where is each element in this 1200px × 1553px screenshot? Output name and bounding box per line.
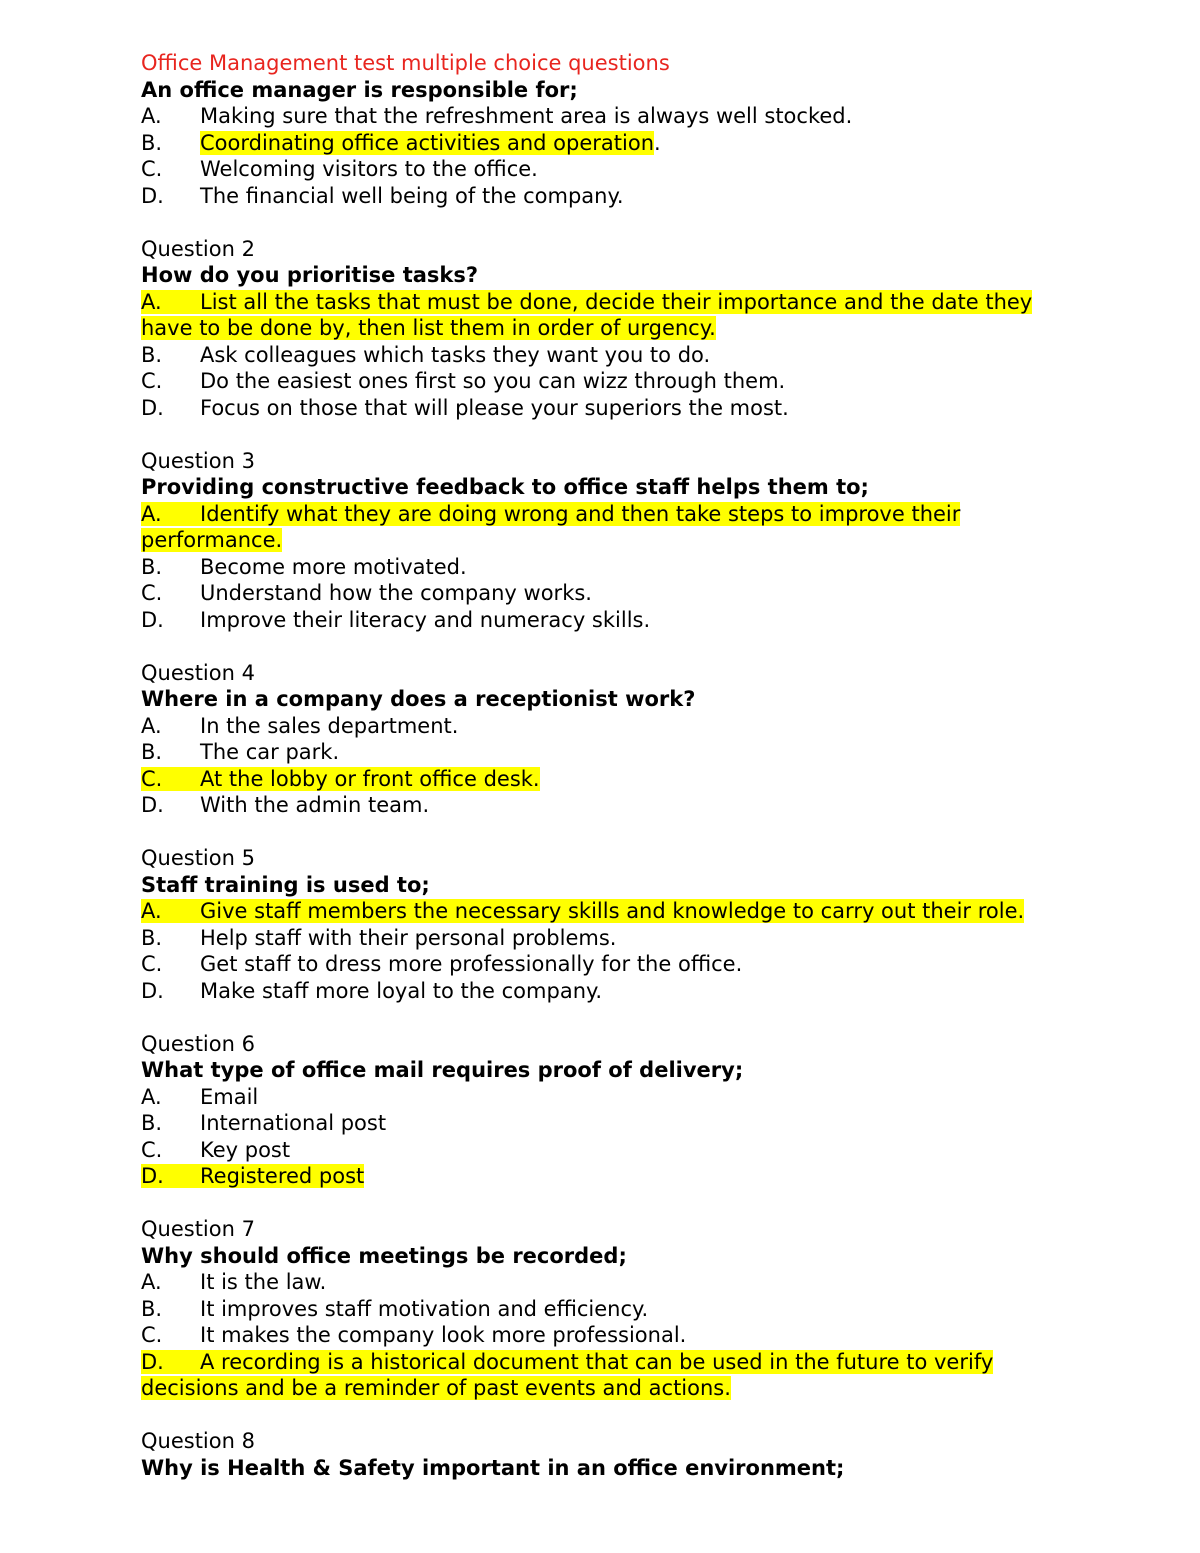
option-text: Focus on those that will please your superiors the most. xyxy=(200,395,789,420)
question-number: Question 2 xyxy=(141,236,255,261)
highlighted-answer xyxy=(141,1164,364,1188)
option-text: Make staff more loyal to the company. xyxy=(200,978,603,1003)
answer-option xyxy=(141,951,1071,978)
option-text: Give staff members the necessary skills and knowledge to carry out their role. xyxy=(200,899,1025,923)
option-letter: C. xyxy=(141,1323,163,1347)
option-letter: D. xyxy=(141,793,164,817)
answer-option xyxy=(141,580,1071,607)
option-text: A recording is a historical document that can be used in the future to verify decisions and be a reminder of past events and actions. xyxy=(141,1349,994,1400)
answer-option xyxy=(141,554,1071,581)
option-text: Get staff to dress more professionally for the office. xyxy=(200,952,743,976)
option-text: At the lobby or front office desk. xyxy=(200,766,540,791)
question-block xyxy=(141,633,1071,819)
spacer xyxy=(141,1402,1071,1429)
answer-option xyxy=(141,925,1071,952)
answer-option xyxy=(141,766,1071,793)
option-letter: C. xyxy=(141,581,163,605)
option-letter: A. xyxy=(141,1270,162,1294)
document-title: Office Management test multiple choice questions xyxy=(141,51,670,75)
option-letter: B. xyxy=(141,1111,163,1135)
answer-option xyxy=(141,156,1071,183)
answer-option xyxy=(141,130,1071,157)
option-text: Understand how the company works. xyxy=(200,581,592,605)
answer-option xyxy=(141,368,1071,395)
option-letter: C. xyxy=(141,766,163,791)
answer-option xyxy=(141,1296,1071,1323)
answer-option xyxy=(141,1110,1071,1137)
option-letter: B. xyxy=(141,342,163,367)
answer-option xyxy=(141,1163,1071,1190)
question-number: Question 5 xyxy=(141,846,255,870)
option-letter: C. xyxy=(141,1137,163,1162)
question-block xyxy=(141,1004,1071,1190)
answer-option xyxy=(141,103,1071,130)
question-number: Question 6 xyxy=(141,1031,255,1056)
option-letter: C. xyxy=(141,369,163,393)
option-letter: A. xyxy=(141,501,162,526)
option-letter: D. xyxy=(141,183,164,208)
answer-option xyxy=(141,792,1071,819)
spacer xyxy=(141,633,1071,660)
answer-option xyxy=(141,1322,1071,1349)
question-block xyxy=(141,77,1071,210)
answer-option xyxy=(141,978,1071,1005)
answer-option xyxy=(141,1137,1071,1164)
option-text: Making sure that the refreshment area is always well stocked. xyxy=(200,104,853,128)
spacer xyxy=(141,1004,1071,1031)
option-letter: B. xyxy=(141,130,163,155)
answer-option xyxy=(141,501,1071,554)
option-letter: C. xyxy=(141,157,163,181)
option-text: Identify what they are doing wrong and then take steps to improve their performance. xyxy=(141,501,961,552)
option-text: It improves staff motivation and efficiency. xyxy=(200,1296,649,1321)
option-letter: A. xyxy=(141,289,162,314)
option-text: Help staff with their personal problems. xyxy=(200,925,617,950)
question-number: Question 3 xyxy=(141,448,255,473)
highlighted-answer xyxy=(141,1350,993,1401)
question-block xyxy=(141,819,1071,1005)
option-text: International post xyxy=(200,1111,387,1135)
option-letter: D. xyxy=(141,978,164,1003)
option-text: The car park. xyxy=(200,740,340,764)
option-text: Improve their literacy and numeracy skills. xyxy=(200,607,651,632)
question-text: Why should office meetings be recorded; xyxy=(141,1243,627,1268)
document-page xyxy=(141,50,1071,1481)
option-text: With the admin team. xyxy=(200,793,430,817)
question-list xyxy=(141,77,1071,1482)
option-text: Ask colleagues which tasks they want you to do. xyxy=(200,342,711,367)
option-letter: A. xyxy=(141,1084,162,1109)
question-number: Question 4 xyxy=(141,660,255,685)
answer-option xyxy=(141,1349,1071,1402)
option-letter: D. xyxy=(141,607,164,632)
option-text: Become more motivated. xyxy=(200,554,467,579)
option-text: Registered post xyxy=(200,1164,365,1188)
question-text: Why is Health & Safety important in an office environment; xyxy=(141,1455,845,1480)
highlighted-answer xyxy=(141,767,540,791)
answer-option xyxy=(141,898,1071,925)
answer-option xyxy=(141,395,1071,422)
answer-option xyxy=(141,713,1071,740)
spacer xyxy=(141,1190,1071,1217)
question-text: Providing constructive feedback to office staff helps them to; xyxy=(141,475,869,499)
option-text: List all the tasks that must be done, decide their importance and the date they have to be done by, then list them in order of urgency. xyxy=(141,289,1033,340)
answer-option xyxy=(141,607,1071,634)
option-letter: A. xyxy=(141,899,162,923)
option-letter: D. xyxy=(141,395,164,420)
answer-option xyxy=(141,1269,1071,1296)
option-letter: C. xyxy=(141,952,163,976)
option-text: The financial well being of the company. xyxy=(200,183,624,208)
option-text: Welcoming visitors to the office. xyxy=(200,157,538,181)
option-text: Coordinating office activities and operation xyxy=(200,130,655,155)
option-letter: D. xyxy=(141,1349,164,1374)
spacer xyxy=(141,421,1071,448)
highlighted-answer xyxy=(141,899,1024,923)
answer-option xyxy=(141,739,1071,766)
answer-option xyxy=(141,183,1071,210)
option-text: It is the law. xyxy=(200,1270,327,1294)
option-text: Email xyxy=(200,1084,259,1109)
question-number: Question 7 xyxy=(141,1217,255,1241)
question-block xyxy=(141,1190,1071,1402)
option-letter: D. xyxy=(141,1164,164,1188)
option-letter: B. xyxy=(141,1296,163,1321)
question-text: What type of office mail requires proof of delivery; xyxy=(141,1058,744,1082)
answer-option xyxy=(141,1084,1071,1111)
question-text: How do you prioritise tasks? xyxy=(141,263,479,287)
option-text: Do the easiest ones first so you can wizz through them. xyxy=(200,369,786,393)
option-text: It makes the company look more professional. xyxy=(200,1323,687,1347)
option-letter: B. xyxy=(141,740,163,764)
answer-option xyxy=(141,289,1071,342)
highlighted-answer xyxy=(200,131,654,155)
question-block xyxy=(141,1402,1071,1482)
question-text: Staff training is used to; xyxy=(141,872,430,897)
highlighted-answer xyxy=(141,290,1032,341)
spacer xyxy=(141,209,1071,236)
option-suffix: . xyxy=(654,130,661,155)
question-text: An office manager is responsible for; xyxy=(141,77,578,102)
question-number: Question 8 xyxy=(141,1429,255,1453)
option-text: Key post xyxy=(200,1137,291,1162)
spacer xyxy=(141,819,1071,846)
question-text: Where in a company does a receptionist work? xyxy=(141,687,696,711)
option-letter: A. xyxy=(141,104,162,128)
option-text: In the sales department. xyxy=(200,713,459,738)
option-letter: B. xyxy=(141,925,163,950)
question-block xyxy=(141,209,1071,421)
option-letter: B. xyxy=(141,554,163,579)
question-block xyxy=(141,421,1071,633)
answer-option xyxy=(141,342,1071,369)
option-letter: A. xyxy=(141,713,162,738)
highlighted-answer xyxy=(141,502,960,553)
